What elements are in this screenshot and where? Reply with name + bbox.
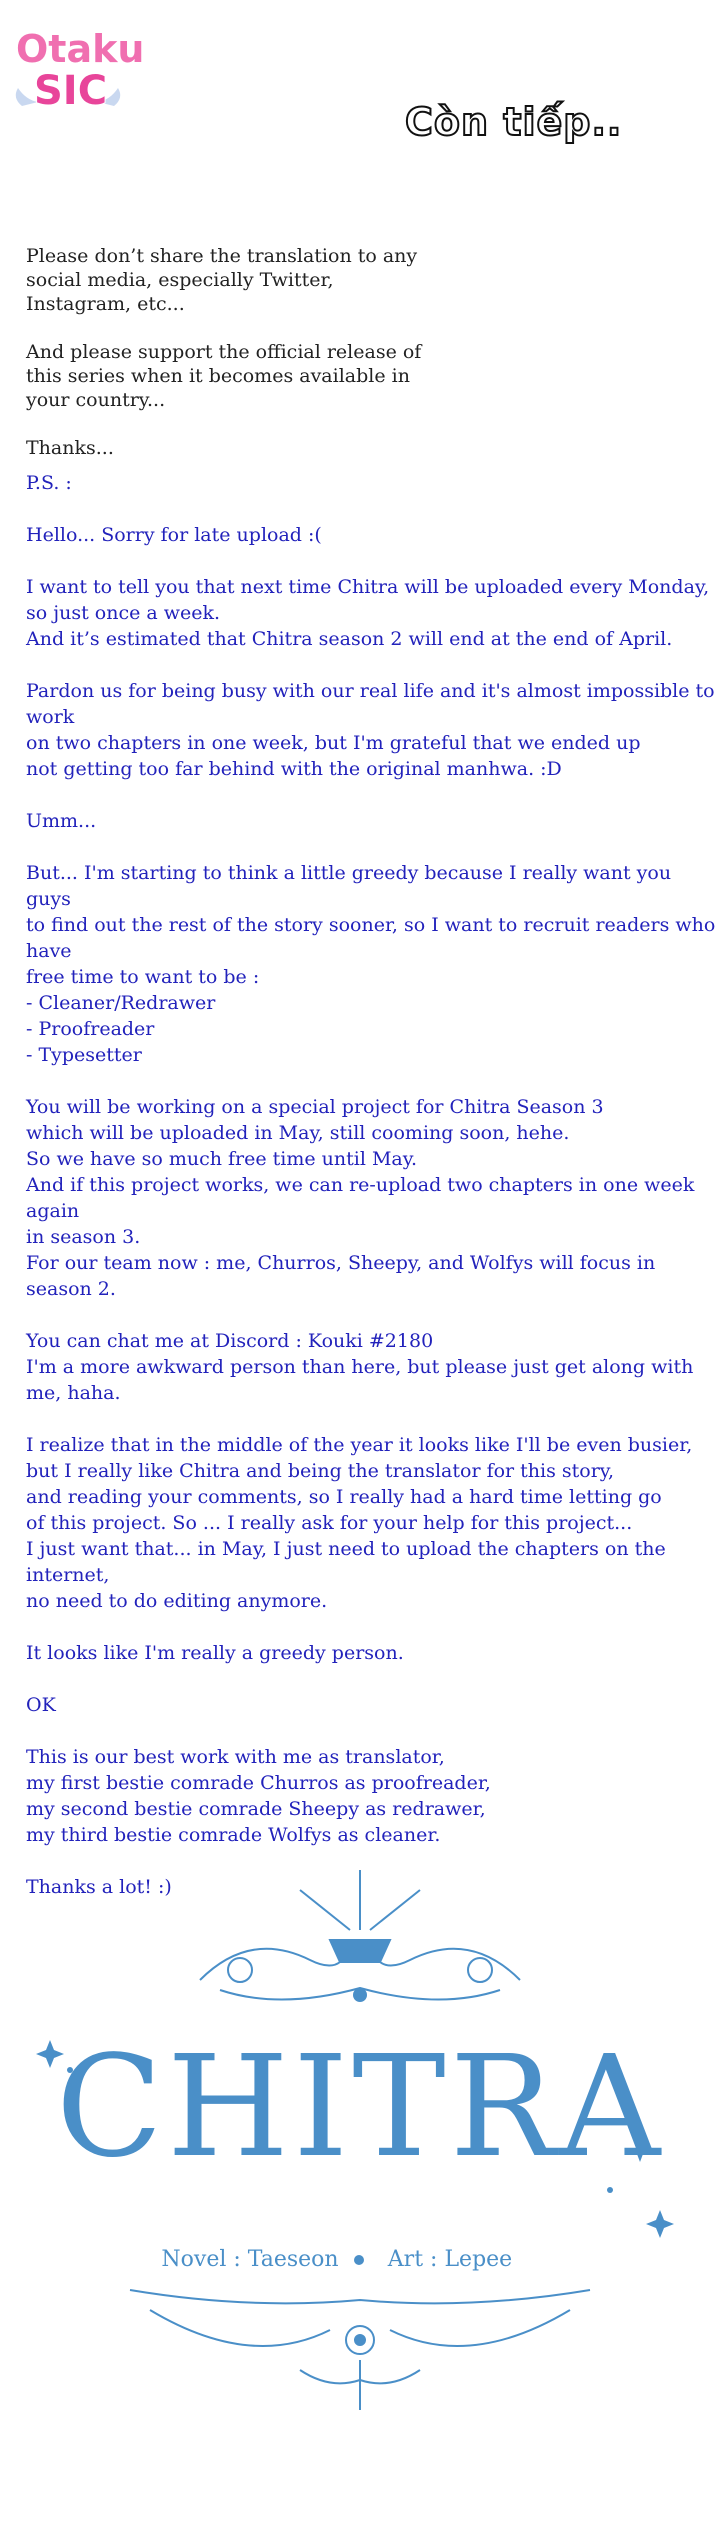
otaku-sic-logo xyxy=(8,22,145,122)
ps-paragraph: It looks like I'm really a greedy person. xyxy=(26,1642,404,1664)
logo-line2: SIC xyxy=(34,68,108,114)
notice-block xyxy=(26,244,426,484)
ps-paragraph: But... I'm starting to think a little greedy because I really want you guys to find out the rest of the story sooner, so I want to recruit readers who have free time to want to be : - Cleaner/Redrawer - Proofreader - Typesetter xyxy=(26,862,716,1066)
crown-ornament-icon xyxy=(200,1870,520,2001)
ps-paragraph: P.S. : xyxy=(26,472,72,494)
ps-paragraph: Pardon us for being busy with our real life and it's almost impossible to work on two chapters in one week, but I'm grateful that we ended up not getting too far behind with the original manhwa. :D xyxy=(26,680,715,780)
notice-paragraph: Please don’t share the translation to any social media, especially Twitter, Instagram, etc... xyxy=(26,245,418,315)
ps-paragraph: This is our best work with me as translator, my first bestie comrade Churros as proofreader, my second bestie comrade Sheepy as redrawer, my third bestie comrade Wolfys as cleaner. xyxy=(26,1746,491,1846)
credit-separator-icon xyxy=(354,2255,364,2265)
ps-block xyxy=(26,470,716,1926)
bottom-ornament-icon xyxy=(130,2290,590,2410)
ps-paragraph: Hello... Sorry for late upload :( xyxy=(26,524,322,546)
chitra-title-art xyxy=(0,1870,720,2430)
notice-paragraph: Thanks... xyxy=(26,437,114,459)
art-credit: Art : Lepee xyxy=(387,2247,513,2272)
novel-credit: Novel : Taeseon xyxy=(161,2247,339,2272)
logo-line1: Otaku xyxy=(16,27,145,71)
ps-paragraph: Umm... xyxy=(26,810,97,832)
ps-paragraph: You can chat me at Discord : Kouki #2180 I'm a more awkward person than here, but please just get along with me, haha. xyxy=(26,1330,694,1404)
notice-paragraph: And please support the official release of this series when it becomes available in your country... xyxy=(26,341,422,411)
ps-paragraph: Thanks a lot! :) xyxy=(26,1876,172,1898)
ps-paragraph: I want to tell you that next time Chitra will be uploaded every Monday, so just once a week. And it’s estimated that Chitra season 2 will end at the end of April. xyxy=(26,576,710,650)
chitra-title: CHITRA xyxy=(55,2026,665,2189)
ps-paragraph: OK xyxy=(26,1694,56,1716)
ps-paragraph: You will be working on a special project for Chitra Season 3 which will be uploaded in May, still cooming soon, hehe. So we have so much free time until May. And if this project works, we can re-upload two chapters in one week again in season 3. For our team now : me, Churros, Sheepy, and Wolfys will focus in season 2. xyxy=(26,1096,695,1300)
continued-label: Còn tiếp.. xyxy=(405,100,623,144)
ps-paragraph: I realize that in the middle of the year it looks like I'll be even busier, but I really like Chitra and being the translator for this story, and reading your comments, so I really had a hard time letting go of this project. So ... I really ask for your help for this project... I just want that... in May, I just need to upload the chapters on the internet, no need to do editing anymore. xyxy=(26,1434,693,1612)
